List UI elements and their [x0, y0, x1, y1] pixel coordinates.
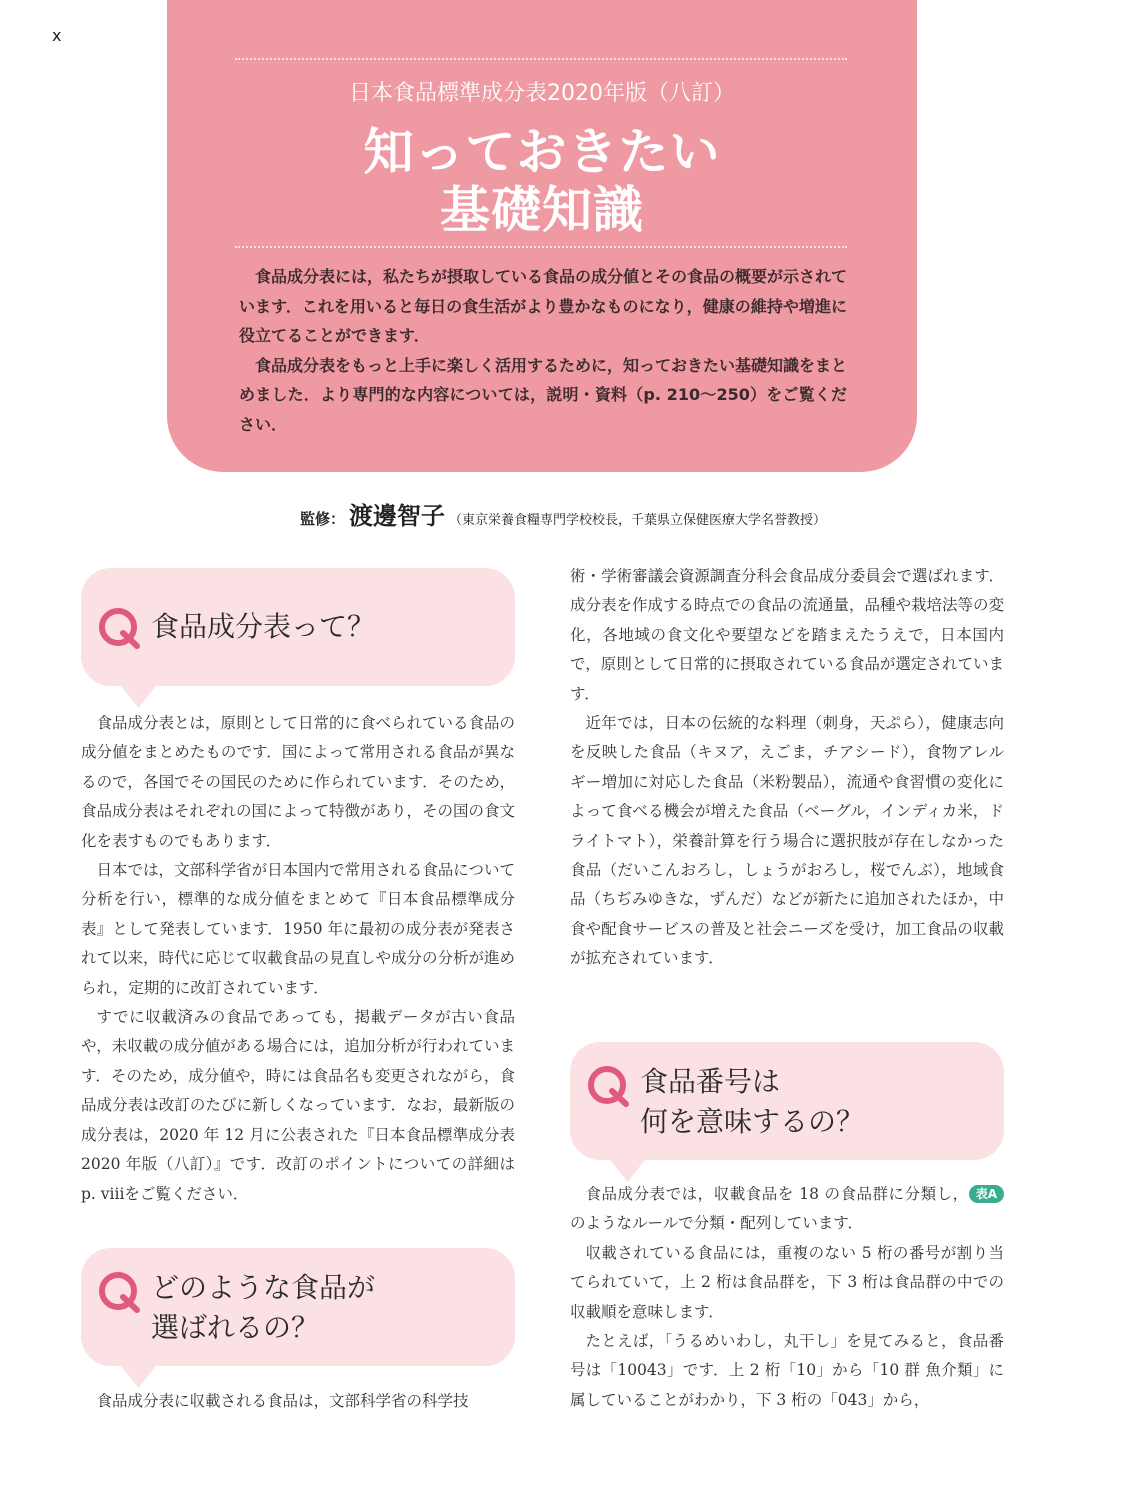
supervisor-affiliation: （東京栄養食糧専門学校校長，千葉県立保健医療大学名誉教授） — [449, 513, 827, 528]
answer-3-paragraph-1 — [570, 1180, 1004, 1239]
hero-divider-bottom — [235, 246, 847, 248]
question-title-2 — [151, 1268, 375, 1348]
q-mark-icon — [586, 1064, 630, 1108]
question-bubble-3 — [570, 1042, 1004, 1160]
hero-intro-paragraph-1: 食品成分表には，私たちが摂取している食品の成分値とその食品の概要が示されています．これを用いると毎日の食生活がより豊かなものになり，健康の維持や増進に役立てることができます． — [239, 267, 848, 345]
bubble-tail — [111, 684, 158, 708]
q-mark-icon — [97, 1270, 141, 1314]
answer-text-2b — [570, 562, 1004, 974]
hero-panel — [167, 0, 917, 472]
table-a-badge[interactable]: 表A — [969, 1185, 1004, 1203]
answer-3-paragraph-2: 収載されている食品には，重複のない 5 桁の番号が割り当てられていて，上 2 桁は食品群を，下 3 桁は食品群の中での収載順を意味します． — [570, 1243, 1004, 1321]
hero-intro — [239, 262, 847, 439]
answer-2-paragraph-1-continued: 術・学術審議会資源調査分科会食品成分委員会で選ばれます．成分表を作成する時点での食品の流通量，品種や栽培法等の変化，各地域の食文化や要望などを踏まえたうえで，日本国内で，原則として日常的に摂取されている食品が選定されています． — [570, 567, 1005, 703]
supervisor-label: 監修： — [299, 510, 345, 528]
answer-3-p1-before: 食品成分表では，収載食品を 18 の食品群に分類し， — [585, 1185, 969, 1203]
question-title-3 — [640, 1062, 864, 1142]
page-number: x — [52, 26, 62, 45]
bubble-tail — [111, 1364, 158, 1388]
answer-text-2a — [81, 1387, 515, 1416]
answer-text-3 — [570, 1180, 1004, 1415]
bubble-tail — [600, 1158, 647, 1182]
supervisor-name: 渡邊智子 — [349, 502, 445, 530]
answer-text-1 — [81, 709, 515, 1209]
question-title-1: 食品成分表って？ — [151, 610, 376, 643]
hero-title-line2: 基礎知識 — [440, 181, 644, 239]
answer-3-paragraph-3: たとえば，「うるめいわし，丸干し」を見てみると，食品番号は「10043」です．上 2 桁「10」から「10 群 魚介類」に属していることがわかり，下 3 桁の「043」から， — [570, 1332, 1004, 1409]
answer-1-paragraph-2: 日本では，文部科学省が日本国内で常用される食品について分析を行い，標準的な成分値をまとめて『日本食品標準成分表』として発表しています．1950 年に最初の成分表が発表されて以来，時代に応じて収載食品の見直しや成分の分析が進められ，定期的に改訂されています． — [81, 861, 516, 997]
question-title-2-line2: 選ばれるの？ — [151, 1311, 320, 1344]
answer-1-paragraph-3: すでに収載済みの食品であっても，掲載データが古い食品や，未収載の成分値がある場合には，追加分析が行われています．そのため，成分値や，時には食品名も変更されながら，食品成分表は改訂のたびに新しくなっています．なお，最新版の成分表は，2020 年 12 月に公表された『日本食品標準成分表 2020 年版（八訂）』です．改訂のポイントについての詳細は p. viiiをご覧ください． — [81, 1008, 515, 1203]
hero-subtitle: 日本食品標準成分表2020年版（八訂） — [349, 81, 735, 106]
question-bubble-2 — [81, 1248, 515, 1366]
question-title-3-line2: 何を意味するの？ — [640, 1105, 865, 1138]
question-title-2-line1: どのような食品が — [151, 1271, 376, 1304]
answer-2-paragraph-2: 近年では，日本の伝統的な料理（刺身，天ぷら），健康志向を反映した食品（キヌア，えごま，チアシード），食物アレルギー増加に対応した食品（米粉製品），流通や食習慣の変化によって食べる機会が増えた食品（ベーグル，インディカ米，ドライトマト），栄養計算を行う場合に選択肢が存在しなかった食品（だいこんおろし，しょうがおろし，桜でんぶ），地域食品（ちぢみゆきな，ずんだ）などが新たに追加されたほか，中食や配食サービスの普及と社会ニーズを受け，加工食品の収載が拡充されています． — [570, 714, 1005, 968]
answer-1-paragraph-1: 食品成分表とは，原則として日常的に食べられている食品の成分値をまとめたものです．国によって常用される食品が異なるので，各国でその国民のために作られています．そのため，食品成分表はそれぞれの国によって特徴があり，その国の食文化を表すものでもあります． — [81, 714, 516, 850]
answer-2-paragraph-1: 食品成分表に収載される食品は，文部科学省の科学技 — [96, 1392, 469, 1410]
supervisor-credit — [0, 496, 1126, 531]
hero-divider-top — [235, 58, 847, 60]
answer-3-p1-after: のようなルールで分類・配列しています． — [570, 1214, 863, 1233]
question-title-3-line1: 食品番号は — [640, 1065, 781, 1098]
hero-title-line1: 知っておきたい — [363, 123, 721, 181]
hero-intro-paragraph-2: 食品成分表をもっと上手に楽しく活用するために，知っておきたい基礎知識をまとめました．より専門的な内容については，説明・資料（p. 210〜250）をご覧ください． — [239, 355, 848, 434]
question-bubble-1 — [81, 568, 515, 686]
q-mark-icon — [97, 606, 141, 650]
